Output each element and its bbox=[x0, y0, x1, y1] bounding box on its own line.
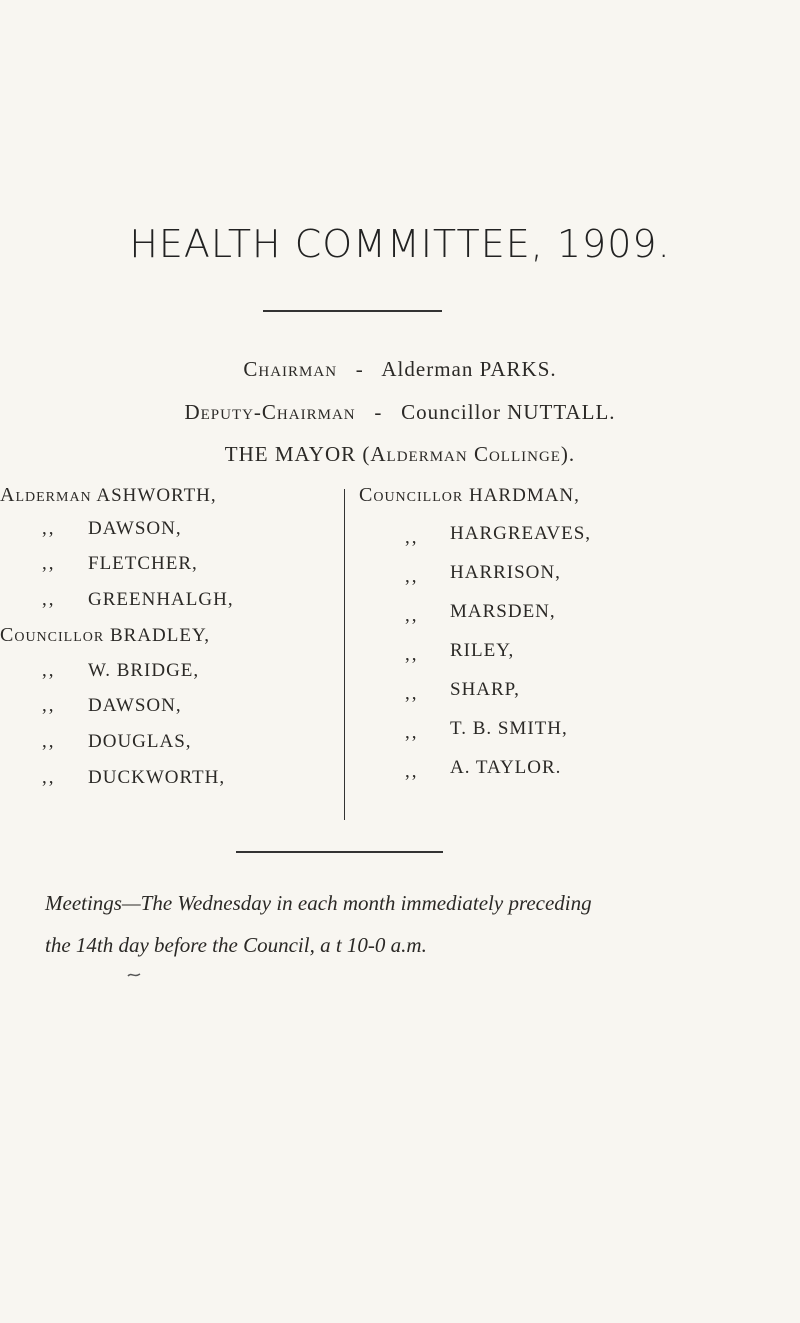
ditto-mark: ,, bbox=[405, 683, 419, 704]
member-name: DAWSON, bbox=[88, 518, 182, 539]
member-name: GREENHALGH, bbox=[88, 589, 234, 610]
ditto-mark: ,, bbox=[42, 660, 56, 681]
ditto-mark: ,, bbox=[42, 589, 56, 610]
member-name: W. BRIDGE, bbox=[88, 660, 200, 681]
ditto-mark: ,, bbox=[42, 518, 56, 539]
member-name: BRADLEY, bbox=[109, 625, 211, 646]
member-entry bbox=[0, 484, 217, 507]
ditto-mark: ,, bbox=[405, 761, 419, 782]
member-name: MARSDEN, bbox=[450, 601, 556, 622]
printer-ornament-icon bbox=[127, 968, 141, 983]
page-title: HEALTH COMMITTEE, 1909. bbox=[129, 222, 671, 266]
member-entry bbox=[405, 601, 556, 626]
meetings-line-1: Meetings—The Wednesday in each month immediately preceding bbox=[45, 891, 592, 915]
member-name: FLETCHER, bbox=[88, 553, 198, 574]
member-entry bbox=[42, 695, 182, 717]
ditto-mark: ,, bbox=[405, 644, 419, 665]
member-entry bbox=[42, 518, 182, 540]
ditto-mark: ,, bbox=[405, 722, 419, 743]
mayor-line bbox=[0, 442, 800, 467]
deputy-name: Councillor NUTTALL. bbox=[401, 400, 616, 424]
member-name: RILEY, bbox=[450, 640, 515, 661]
deputy-role: Deputy-Chairman bbox=[184, 400, 356, 424]
ditto-mark: ,, bbox=[42, 767, 56, 788]
member-name: HARRISON, bbox=[450, 562, 561, 583]
member-entry bbox=[405, 562, 561, 587]
member-name: T. B. SMITH, bbox=[450, 718, 568, 739]
member-entry bbox=[405, 718, 568, 743]
member-name: HARDMAN, bbox=[468, 485, 580, 506]
mayor-text: THE MAYOR bbox=[224, 442, 357, 466]
deputy-chairman-line bbox=[0, 400, 800, 425]
top-divider bbox=[263, 310, 442, 312]
member-name: A. TAYLOR. bbox=[450, 757, 562, 778]
member-entry bbox=[42, 660, 199, 682]
member-entry bbox=[42, 589, 234, 611]
ditto-mark: ,, bbox=[42, 731, 56, 752]
member-entry bbox=[405, 757, 562, 782]
bottom-divider bbox=[236, 851, 443, 853]
ditto-mark: ,, bbox=[405, 566, 419, 587]
member-name: HARGREAVES, bbox=[450, 523, 592, 544]
member-prefix: Alderman bbox=[0, 484, 92, 506]
member-name: DUCKWORTH, bbox=[88, 767, 226, 788]
member-entry bbox=[42, 731, 192, 753]
column-divider bbox=[344, 489, 345, 820]
deputy-separator: - bbox=[374, 400, 383, 424]
ditto-mark: ,, bbox=[405, 527, 419, 548]
member-name: SHARP, bbox=[450, 679, 520, 700]
member-prefix: Councillor bbox=[0, 624, 105, 646]
meetings-note bbox=[45, 882, 785, 966]
mayor-paren: (Alderman Collinge). bbox=[362, 442, 576, 466]
member-entry bbox=[0, 624, 210, 647]
chairman-role: Chairman bbox=[243, 357, 338, 381]
member-entry bbox=[42, 553, 198, 575]
member-entry bbox=[359, 484, 580, 507]
ditto-mark: ,, bbox=[42, 553, 56, 574]
chairman-separator: - bbox=[355, 357, 364, 381]
member-entry bbox=[405, 640, 515, 665]
member-entry bbox=[405, 679, 520, 704]
ditto-mark: ,, bbox=[405, 605, 419, 626]
member-entry bbox=[405, 523, 592, 548]
chairman-line bbox=[0, 357, 800, 382]
member-entry bbox=[42, 767, 225, 789]
ditto-mark: ,, bbox=[42, 695, 56, 716]
member-name: DOUGLAS, bbox=[88, 731, 192, 752]
meetings-line-2: the 14th day before the Council, a t 10-0 a.m. bbox=[45, 933, 427, 957]
chairman-name: Alderman PARKS. bbox=[381, 357, 557, 381]
member-name: DAWSON, bbox=[88, 695, 182, 716]
member-prefix: Councillor bbox=[359, 484, 464, 506]
member-name: ASHWORTH, bbox=[96, 485, 217, 506]
